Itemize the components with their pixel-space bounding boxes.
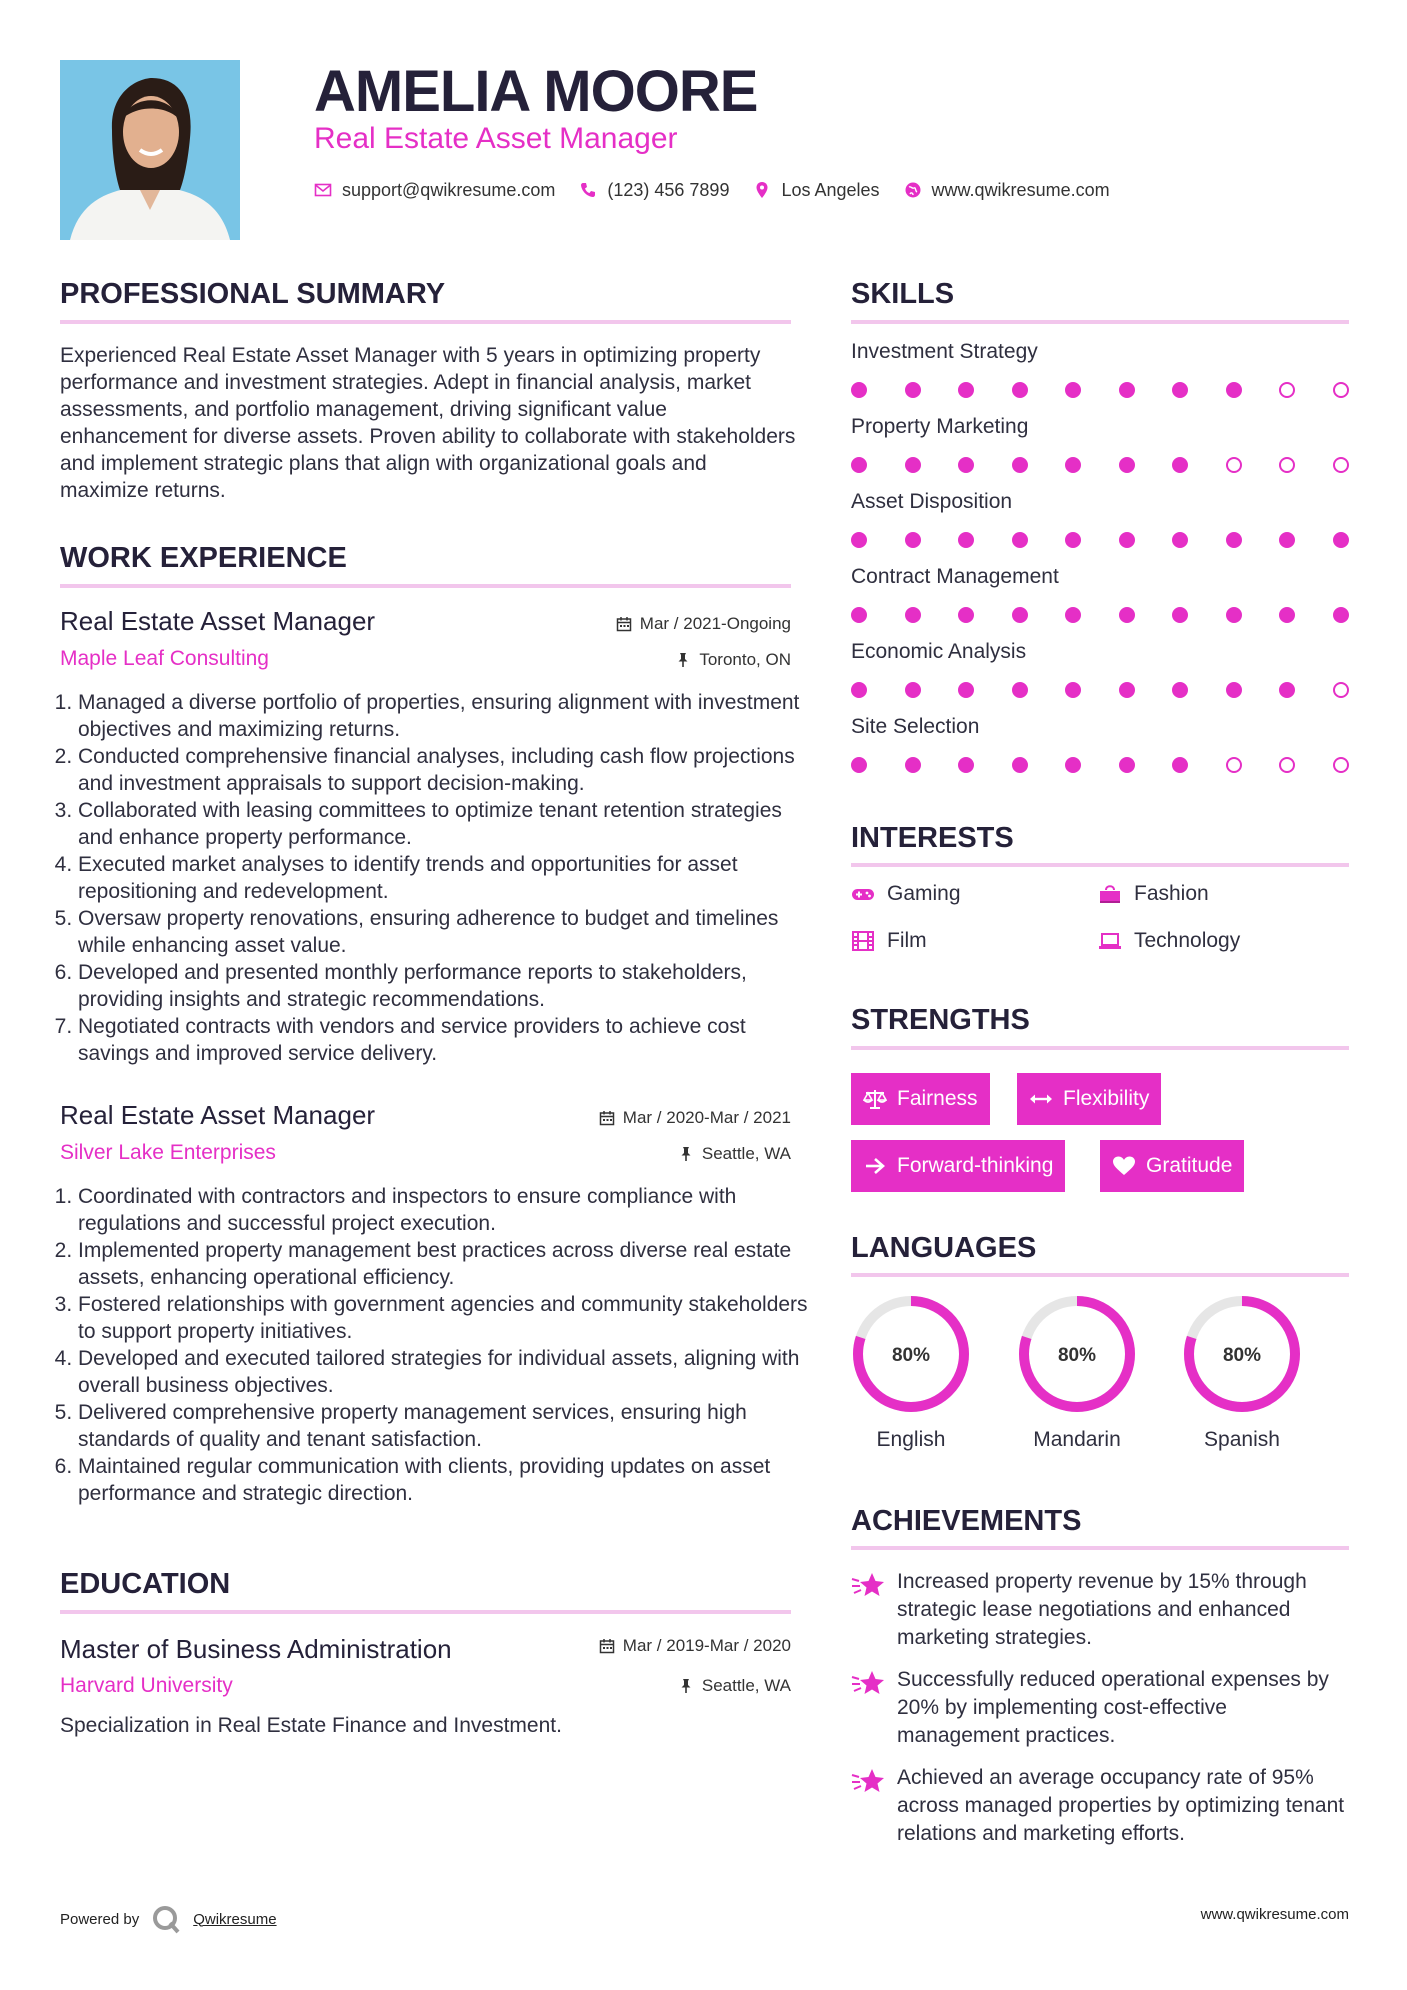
rating-dot-filled xyxy=(905,532,921,548)
strength-badge-fairness xyxy=(851,1073,990,1125)
contact-phone-text: (123) 456 7899 xyxy=(607,179,730,200)
language-name: Mandarin xyxy=(1033,1428,1121,1451)
skills-title: SKILLS xyxy=(851,278,955,310)
heart-icon xyxy=(1112,1155,1136,1177)
qwikresume-logo-icon xyxy=(151,1904,181,1934)
strength-label: Fairness xyxy=(897,1087,978,1110)
language-percent: 80% xyxy=(1222,1345,1262,1366)
rating-dot-empty xyxy=(1333,457,1349,473)
list-item: 1. Coordinated with contractors and inspectors to ensure compliance with regulations and successful project execution. xyxy=(78,1183,808,1237)
rating-dot-filled xyxy=(1119,382,1135,398)
star-icon xyxy=(851,1766,885,1796)
list-item: 3. Fostered relationships with government agencies and community stakeholders to support property initiatives. xyxy=(78,1291,808,1345)
interest-label: Fashion xyxy=(1134,882,1209,905)
language-percent: 80% xyxy=(891,1345,931,1366)
list-item: 1. Managed a diverse portfolio of properties, ensuring alignment with investment objectives and maximizing returns. xyxy=(78,689,808,743)
achievement-text: Successfully reduced operational expenses by 20% by implementing cost-effective management practices. xyxy=(897,1668,1329,1747)
skill-rating xyxy=(851,607,1349,625)
interest-label: Gaming xyxy=(887,882,961,905)
school-name: Harvard University xyxy=(60,1674,233,1697)
skill-rating xyxy=(851,457,1349,475)
strength-badge-gratitude xyxy=(1100,1140,1244,1192)
interest-gaming xyxy=(851,882,961,906)
strength-badge-flexibility xyxy=(1017,1073,1161,1125)
skill-name: Investment Strategy xyxy=(851,340,1038,363)
rating-dot-filled xyxy=(958,607,974,623)
contact-bar xyxy=(314,178,1124,202)
interest-film xyxy=(851,929,927,953)
achievement-item xyxy=(851,1764,1351,1848)
phone-icon xyxy=(579,181,597,199)
job-date-text: Mar / 2021-Ongoing xyxy=(639,614,791,633)
footer-url[interactable]: www.qwikresume.com xyxy=(1200,1906,1349,1923)
list-item: 4. Developed and executed tailored strategies for individual assets, aligning with overall business objectives. xyxy=(78,1345,808,1399)
rating-dot-filled xyxy=(905,607,921,623)
job-title: Real Estate Asset Manager xyxy=(60,1100,376,1130)
rating-dot-empty xyxy=(1333,682,1349,698)
job-date xyxy=(599,1108,791,1128)
rating-dot-filled xyxy=(1012,757,1028,773)
arrow-right-icon xyxy=(863,1155,887,1177)
language-item xyxy=(1015,1292,1139,1452)
candidate-role: Real Estate Asset Manager xyxy=(314,122,678,155)
balance-scale-icon xyxy=(863,1088,887,1110)
languages-title: LANGUAGES xyxy=(851,1232,1037,1264)
rating-dot-filled xyxy=(1065,382,1081,398)
laptop-icon xyxy=(1098,930,1122,952)
rating-dot-filled xyxy=(1012,382,1028,398)
rating-dot-filled xyxy=(1065,607,1081,623)
calendar-icon xyxy=(599,1638,615,1654)
job-location-text: Seattle, WA xyxy=(701,1144,791,1163)
interest-technology xyxy=(1098,929,1240,953)
skill-name: Site Selection xyxy=(851,715,980,738)
skills-divider xyxy=(851,320,1349,324)
rating-dot-filled xyxy=(1065,457,1081,473)
rating-dot-filled xyxy=(905,382,921,398)
pushpin-icon xyxy=(678,1146,694,1162)
language-gauge xyxy=(1180,1292,1304,1416)
summary-text: Experienced Real Estate Asset Manager with 5 years in optimizing property performance and investment strategies. Adept in financial analysis, market assessments, and portfolio management, driving significant value enhancement for diverse assets. Proven ability to collaborate with stakeholders and implement strategic plans that align with organizational goals and maximize returns. xyxy=(60,344,796,502)
job-location xyxy=(678,1144,791,1164)
contact-location-text: Los Angeles xyxy=(781,179,880,200)
degree-title: Master of Business Administration xyxy=(60,1634,452,1664)
rating-dot-empty xyxy=(1279,757,1295,773)
rating-dot-filled xyxy=(851,607,867,623)
list-item: 3. Collaborated with leasing committees to optimize tenant retention strategies and enhance property performance. xyxy=(78,797,808,851)
rating-dot-filled xyxy=(851,532,867,548)
language-name: Spanish xyxy=(1204,1428,1280,1451)
strengths-title: STRENGTHS xyxy=(851,1004,1030,1036)
rating-dot-filled xyxy=(1119,532,1135,548)
rating-dot-filled xyxy=(851,757,867,773)
job-date-text: Mar / 2020-Mar / 2021 xyxy=(622,1108,791,1127)
list-item: 6. Maintained regular communication with clients, providing updates on asset performance and strategic direction. xyxy=(78,1453,808,1507)
rating-dot-filled xyxy=(1279,682,1295,698)
rating-dot-filled xyxy=(851,682,867,698)
globe-icon xyxy=(904,181,922,199)
rating-dot-filled xyxy=(1333,607,1349,623)
powered-by-label: Powered by xyxy=(60,1910,140,1928)
skill-rating xyxy=(851,532,1349,550)
summary-title: PROFESSIONAL SUMMARY xyxy=(60,278,446,310)
rating-dot-filled xyxy=(905,457,921,473)
achievements-divider xyxy=(851,1546,1349,1550)
envelope-icon xyxy=(314,181,332,199)
skill-rating xyxy=(851,382,1349,400)
shopping-bag-icon xyxy=(1098,883,1122,905)
rating-dot-filled xyxy=(905,682,921,698)
interests-divider xyxy=(851,863,1349,867)
achievement-item xyxy=(851,1568,1351,1652)
strength-label: Forward-thinking xyxy=(897,1154,1054,1177)
rating-dot-filled xyxy=(958,457,974,473)
list-item: 6. Developed and presented monthly performance reports to stakeholders, providing insights and strategic recommendations. xyxy=(78,959,808,1013)
contact-location xyxy=(753,180,879,201)
list-item: 4. Executed market analyses to identify trends and opportunities for asset repositioning and redevelopment. xyxy=(78,851,808,905)
list-item: 7. Negotiated contracts with vendors and service providers to achieve cost savings and improved service delivery. xyxy=(78,1013,808,1067)
footer-powered-by xyxy=(60,1904,277,1934)
rating-dot-empty xyxy=(1279,457,1295,473)
language-item xyxy=(849,1292,973,1452)
rating-dot-filled xyxy=(1065,532,1081,548)
list-item: 5. Delivered comprehensive property management services, ensuring high standards of quality and tenant satisfaction. xyxy=(78,1399,808,1453)
rating-dot-empty xyxy=(1333,757,1349,773)
strengths-divider xyxy=(851,1046,1349,1050)
achievement-text: Achieved an average occupancy rate of 95% across managed properties by optimizing tenant relations and marketing efforts. xyxy=(897,1766,1345,1845)
language-gauge xyxy=(1015,1292,1139,1416)
rating-dot-filled xyxy=(1279,532,1295,548)
rating-dot-filled xyxy=(1119,757,1135,773)
education-location xyxy=(678,1676,791,1696)
language-gauge xyxy=(849,1292,973,1416)
list-item: 2. Implemented property management best practices across diverse real estate assets, enhancing operational efficiency. xyxy=(78,1237,808,1291)
job-location xyxy=(675,650,791,670)
rating-dot-filled xyxy=(1065,757,1081,773)
rating-dot-filled xyxy=(1172,607,1188,623)
language-item xyxy=(1180,1292,1304,1452)
skill-name: Contract Management xyxy=(851,565,1059,588)
rating-dot-filled xyxy=(1279,607,1295,623)
rating-dot-filled xyxy=(1012,607,1028,623)
list-item: 5. Oversaw property renovations, ensuring adherence to budget and timelines while enhancing asset value. xyxy=(78,905,808,959)
company-name: Maple Leaf Consulting xyxy=(60,647,269,670)
rating-dot-empty xyxy=(1226,457,1242,473)
rating-dot-filled xyxy=(958,757,974,773)
interest-label: Film xyxy=(887,929,927,952)
education-date-text: Mar / 2019-Mar / 2020 xyxy=(622,1636,791,1655)
education-divider xyxy=(60,1610,791,1614)
rating-dot-filled xyxy=(1172,382,1188,398)
education-note: Specialization in Real Estate Finance and Investment. xyxy=(60,1714,562,1737)
rating-dot-filled xyxy=(1333,532,1349,548)
contact-phone[interactable] xyxy=(579,180,729,201)
achievement-item xyxy=(851,1666,1351,1750)
experience-title: WORK EXPERIENCE xyxy=(60,542,347,574)
contact-email-text: support@qwikresume.com xyxy=(342,179,556,200)
interest-label: Technology xyxy=(1134,929,1241,952)
job-title: Real Estate Asset Manager xyxy=(60,606,376,636)
achievements-title: ACHIEVEMENTS xyxy=(851,1505,1082,1537)
skill-name: Asset Disposition xyxy=(851,490,1013,513)
star-icon xyxy=(851,1668,885,1698)
contact-email[interactable] xyxy=(314,180,555,201)
skill-rating xyxy=(851,757,1349,775)
rating-dot-filled xyxy=(1172,457,1188,473)
calendar-icon xyxy=(599,1110,615,1126)
job-bullets xyxy=(60,689,808,1067)
rating-dot-filled xyxy=(905,757,921,773)
rating-dot-filled xyxy=(958,532,974,548)
interests-title: INTERESTS xyxy=(851,822,1014,854)
map-pin-icon xyxy=(753,181,771,199)
summary-divider xyxy=(60,320,791,324)
experience-divider xyxy=(60,584,791,588)
education-title: EDUCATION xyxy=(60,1568,231,1600)
qwikresume-link[interactable]: Qwikresume xyxy=(193,1910,277,1928)
profile-photo xyxy=(60,60,240,240)
language-percent: 80% xyxy=(1057,1345,1097,1366)
achievement-text: Increased property revenue by 15% through strategic lease negotiations and enhanced marketing strategies. xyxy=(897,1570,1307,1649)
rating-dot-filled xyxy=(1119,682,1135,698)
education-location-text: Seattle, WA xyxy=(701,1676,791,1695)
calendar-icon xyxy=(616,616,632,632)
pushpin-icon xyxy=(678,1678,694,1694)
contact-website-text: www.qwikresume.com xyxy=(931,179,1110,200)
company-name: Silver Lake Enterprises xyxy=(60,1141,276,1164)
gamepad-icon xyxy=(851,883,875,905)
job-bullets xyxy=(60,1183,808,1507)
rating-dot-filled xyxy=(1226,532,1242,548)
star-icon xyxy=(851,1570,885,1600)
strength-badge-forward-thinking xyxy=(851,1140,1065,1192)
education-date xyxy=(599,1636,791,1656)
rating-dot-filled xyxy=(1172,532,1188,548)
rating-dot-filled xyxy=(1226,607,1242,623)
rating-dot-filled xyxy=(851,382,867,398)
film-icon xyxy=(851,930,875,952)
rating-dot-empty xyxy=(1226,757,1242,773)
rating-dot-empty xyxy=(1279,382,1295,398)
rating-dot-filled xyxy=(1012,532,1028,548)
skill-name: Property Marketing xyxy=(851,415,1029,438)
rating-dot-empty xyxy=(1333,382,1349,398)
rating-dot-filled xyxy=(958,682,974,698)
interest-fashion xyxy=(1098,882,1209,906)
contact-website[interactable] xyxy=(904,180,1110,201)
rating-dot-filled xyxy=(1119,607,1135,623)
job-date xyxy=(616,614,791,634)
rating-dot-filled xyxy=(1226,382,1242,398)
rating-dot-filled xyxy=(1119,457,1135,473)
pushpin-icon xyxy=(675,652,691,668)
languages-divider xyxy=(851,1273,1349,1277)
rating-dot-filled xyxy=(1172,757,1188,773)
rating-dot-filled xyxy=(851,457,867,473)
list-item: 2. Conducted comprehensive financial analyses, including cash flow projections and investment appraisals to support decision-making. xyxy=(78,743,808,797)
strength-label: Gratitude xyxy=(1146,1154,1233,1177)
rating-dot-filled xyxy=(958,382,974,398)
arrows-horizontal-icon xyxy=(1029,1088,1053,1110)
rating-dot-filled xyxy=(1172,682,1188,698)
job-location-text: Toronto, ON xyxy=(699,650,791,669)
rating-dot-filled xyxy=(1065,682,1081,698)
candidate-name: AMELIA MOORE xyxy=(314,59,758,124)
rating-dot-filled xyxy=(1012,682,1028,698)
rating-dot-filled xyxy=(1012,457,1028,473)
skill-rating xyxy=(851,682,1349,700)
strength-label: Flexibility xyxy=(1063,1087,1150,1110)
skill-name: Economic Analysis xyxy=(851,640,1027,663)
language-name: English xyxy=(876,1428,946,1451)
rating-dot-filled xyxy=(1226,682,1242,698)
